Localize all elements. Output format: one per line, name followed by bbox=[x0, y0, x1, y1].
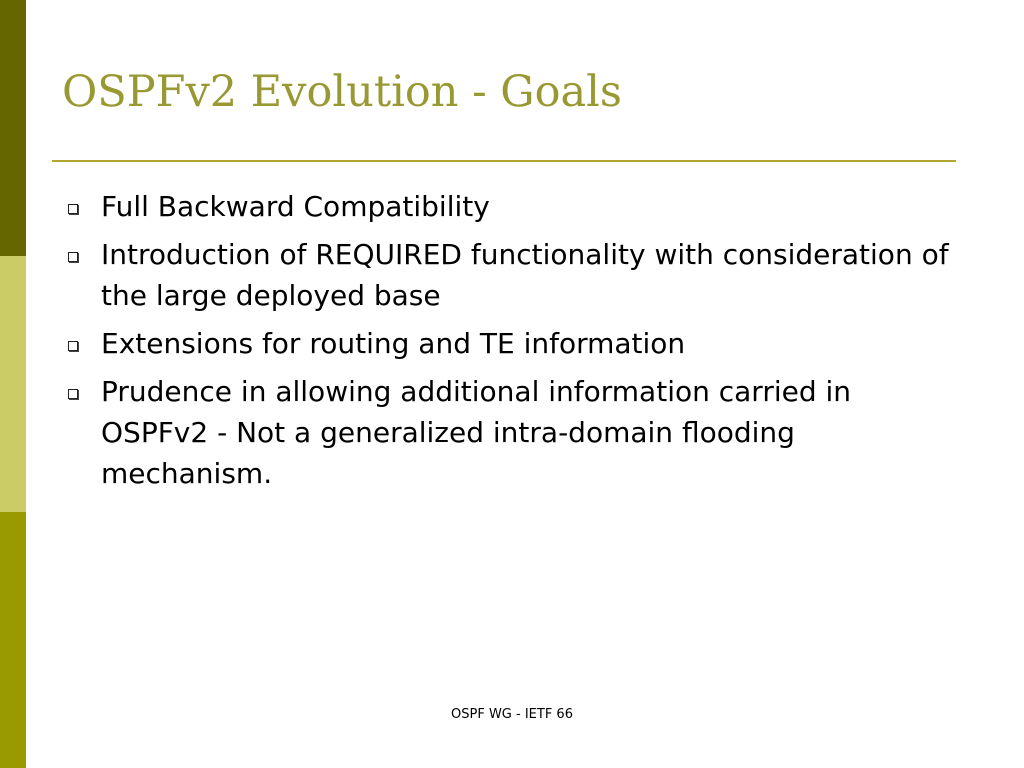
sidebar-band-top bbox=[0, 0, 26, 256]
square-bullet-icon bbox=[68, 204, 78, 214]
bullet-list bbox=[62, 186, 962, 501]
bullet-text: Full Backward Compatibility bbox=[101, 190, 490, 223]
square-bullet-icon bbox=[68, 252, 78, 262]
bullet-text: Introduction of REQUIRED functionality with consideration of the large deployed base bbox=[101, 238, 949, 312]
sidebar-band-middle bbox=[0, 256, 26, 512]
bullet-item bbox=[62, 186, 962, 227]
bullet-item bbox=[62, 371, 962, 494]
bullet-item bbox=[62, 323, 962, 364]
slide-title: OSPFv2 Evolution - Goals bbox=[62, 67, 622, 117]
square-bullet-icon bbox=[68, 389, 78, 399]
sidebar-band-bottom bbox=[0, 512, 26, 768]
slide-footer: OSPF WG - IETF 66 bbox=[451, 707, 573, 722]
title-divider bbox=[52, 160, 956, 162]
bullet-text: Extensions for routing and TE information bbox=[101, 327, 686, 360]
square-bullet-icon bbox=[68, 341, 78, 351]
bullet-text: Prudence in allowing additional information carried in OSPFv2 - Not a generalized intra-domain flooding mechanism. bbox=[101, 375, 852, 490]
bullet-item bbox=[62, 234, 962, 316]
